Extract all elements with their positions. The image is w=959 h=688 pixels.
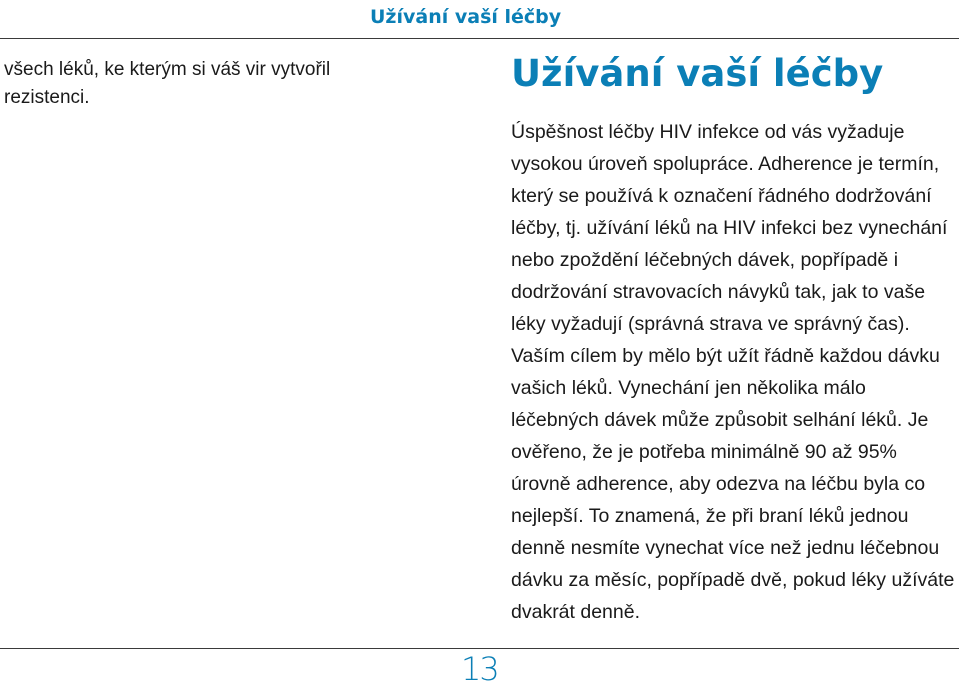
right-column (511, 50, 956, 628)
continued-paragraph: všech léků, ke kterým si váš vir vytvořil rezistenci. (4, 59, 331, 108)
section-title: Užívání vaší léčby (511, 52, 884, 95)
body-paragraph: Úspěšnost léčby HIV infekce od vás vyžaduje vysokou úroveň spolupráce. Adherence je termín, který se používá k označení řádného dodržování léčby, tj. užívání léků na HIV infekci bez vynechání nebo zpoždění léčebných dávek, popřípadě i dodržování stravovacích návyků tak, jak to vaše léky vyžadují (správná strava ve správný čas). Vaším cílem by mělo být užít řádně každou dávku vašich léků. Vynechání jen několika málo léčebných dávek může způsobit selhání léků. Je ověřeno, že je potřeba minimálně 90 až 95% úrovně adherence, aby odezva na léčbu byla co nejlepší. To znamená, že při braní léků jednou denně nesmíte vynechat více než jednu léčebnou dávku za měsíc, popřípadě dvě, pokud léky užíváte dvakrát denně. (511, 121, 955, 623)
left-column (4, 56, 404, 112)
header-divider (0, 38, 959, 39)
running-header-title: Užívání vaší léčby (370, 6, 562, 28)
footer-divider (0, 648, 959, 649)
page-number: 13 (461, 650, 498, 688)
